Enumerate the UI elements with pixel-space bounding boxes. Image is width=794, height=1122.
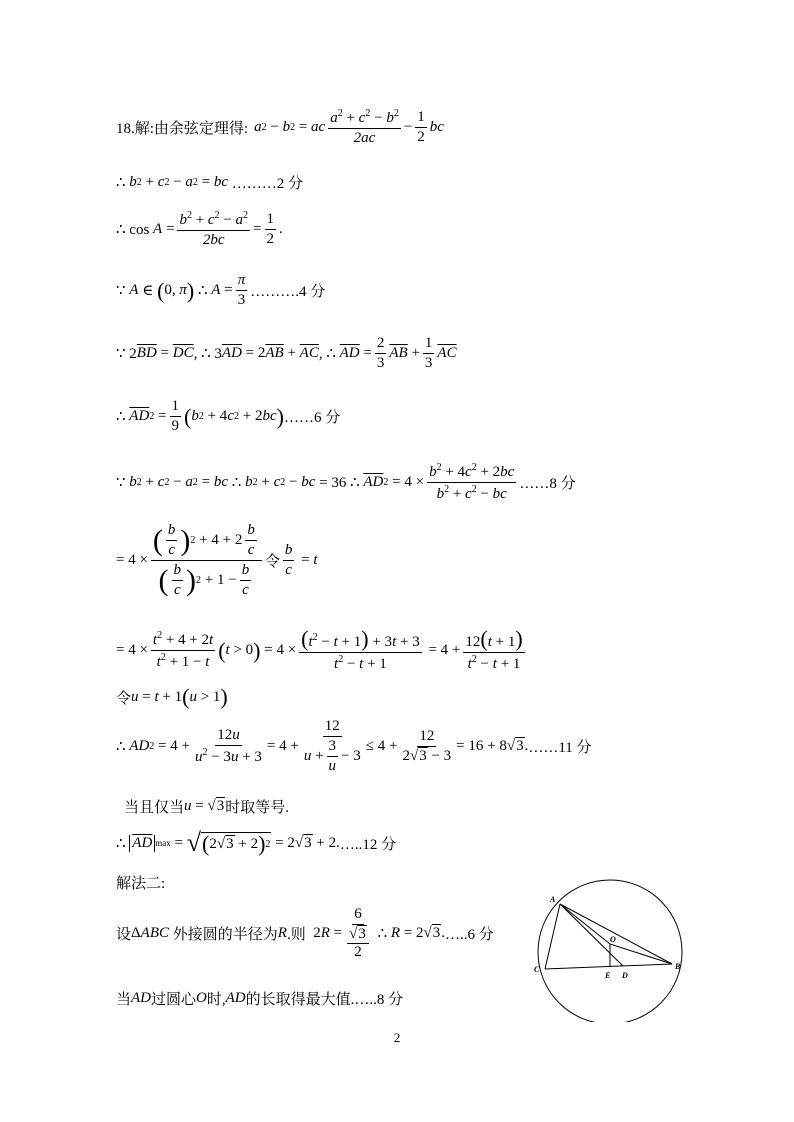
- solution-line-3: ∴ cos A = $\frac{b^2 + c^2 - a^2}{2bc}$ = $\frac{1}{2}$ .: [116, 210, 283, 248]
- segment-AB: [560, 904, 672, 964]
- solution-line-10: 令 u = t + 1 ( u > 1 ): [116, 684, 228, 709]
- equality-text-2: 时取等号.: [225, 800, 289, 816]
- text-fragment: 外接圆的半径为: [172, 927, 278, 943]
- score-mark: ……8 分: [519, 476, 576, 492]
- solution-line-12: 当且仅当 u = √3 时取等号.: [124, 798, 289, 816]
- score-mark: …..12 分: [339, 836, 397, 853]
- segment-CB: [545, 964, 672, 969]
- label-B: B: [675, 962, 681, 971]
- label-D: D: [622, 971, 628, 980]
- score-mark: ………2 分: [231, 176, 304, 192]
- text-fragment: 的长取得最大值.: [245, 992, 355, 1008]
- solution-line-13: ∴ $\overline{AD}$ max = √ ( 2 √3 + 2 ) 2 = 2 √3 + 2. …..12 分: [116, 828, 397, 857]
- segment-AO: [560, 904, 610, 944]
- text-fragment: .则: [286, 927, 306, 943]
- text-fragment: 当: [116, 992, 132, 1008]
- solution-line-2: ∴ b 2 + c 2 − a 2 = bc ………2 分: [116, 174, 304, 192]
- score-mark: …..6 分: [445, 927, 494, 943]
- method-two-label: 解法二:: [116, 876, 166, 892]
- page-number: 2: [393, 1030, 401, 1045]
- solution-line-1: 18.解:由余弦定理得: a 2 − b 2 = ac $\frac{a^2 + c^2 - b^2}{2ac}$ − $\frac{1}{2}$ bc: [116, 108, 444, 146]
- label-C: C: [534, 965, 540, 974]
- solution-line-4: ∵ A ∈ ( 0, π ) ∴ A = $\frac{\pi}{3}$ ……….4 分: [116, 272, 326, 308]
- solution-line-7: ∵ b 2 + c 2 − a 2 = bc ∴ b 2 + c 2 − bc = 36 ∴ $\overline{AD}$ 2 = 4 × $\frac{b^2 + 4c^2 + 2bc}{b^2 + c^2 - bc}$ ……8 分: [116, 462, 576, 502]
- solution-line-11: ∴ AD 2 = 4 + $\frac{12u}{u^2 - 3u + 3}$ = 4 + 12 u + $\frac{3}{u}$ − 3 ≤ 4 + $\frac{12}{2√3 - 3}$ = 16 + 8 √3 . ……11 分: [116, 718, 592, 774]
- segment-AC: [545, 904, 560, 969]
- solution-line-16: 当 AD 过圆心 O 时, AD 的长取得最大值. …..8 分: [116, 990, 404, 1008]
- solution-line-5: ∵ 2 $\overline{BD}$ = $\overline{DC}$ , ∴ 3 $\overline{AD}$ = 2 $\overline{AB}$ + $\overline{AC}$ , ∴ $\overline{AD}$ = $\frac{2}{3}$ $\overline{AB}$ + $\frac{1}{3}$ $\overline{AC}$: [116, 335, 457, 371]
- solution-line-14: [116, 872, 165, 893]
- solution-line-8: = 4 × ( $\frac{b}{c}$ ) 2 + 4 + 2 $\frac{b}{c}$ ( $\frac{b}{c}$ ) 2 + 1 − $\frac{b}{c}$ 令 $\frac{b}{c}$ = t: [116, 522, 318, 598]
- let-text: 令: [264, 554, 280, 570]
- score-mark: ……….4 分: [250, 284, 326, 300]
- text-fragment: 时,: [206, 992, 226, 1008]
- let-text: 令: [116, 690, 132, 707]
- circumcircle-figure: [530, 872, 700, 1022]
- score-mark: ……11 分: [528, 740, 592, 756]
- equality-text: 当且仅当: [124, 800, 185, 816]
- score-mark: …..8 分: [354, 992, 404, 1008]
- solution-label: 18.解:由余弦定理得:: [116, 121, 249, 137]
- solution-line-15: 设 Δ ABC 外接圆的半径为 R .则 2 R = 6 √3 2 ∴ R = 2 √3 . …..6 分: [116, 906, 494, 960]
- text-fragment: 过圆心: [151, 992, 197, 1008]
- solution-line-6: ∴ $\overline{AD}$ 2 = $\frac{1}{9}$ ( b 2 + 4 c 2 + 2 bc ) ……6 分: [116, 398, 341, 434]
- solution-line-9: = 4 × $\frac{t^2 + 4 + 2t}{t^2 + 1 - t}$ ( t > 0 ) = 4 × $\frac{(t^2 - t + 1) + 3t + 3}{t^2 - t + 1}$ = 4 + $\frac{12(t + 1)}{t^2 - t + 1}$: [116, 626, 523, 672]
- label-A: A: [550, 895, 556, 904]
- label-E: E: [605, 971, 611, 980]
- text-fragment: 设: [116, 927, 132, 943]
- label-O: O: [610, 935, 616, 944]
- score-mark: ……6 分: [283, 410, 341, 426]
